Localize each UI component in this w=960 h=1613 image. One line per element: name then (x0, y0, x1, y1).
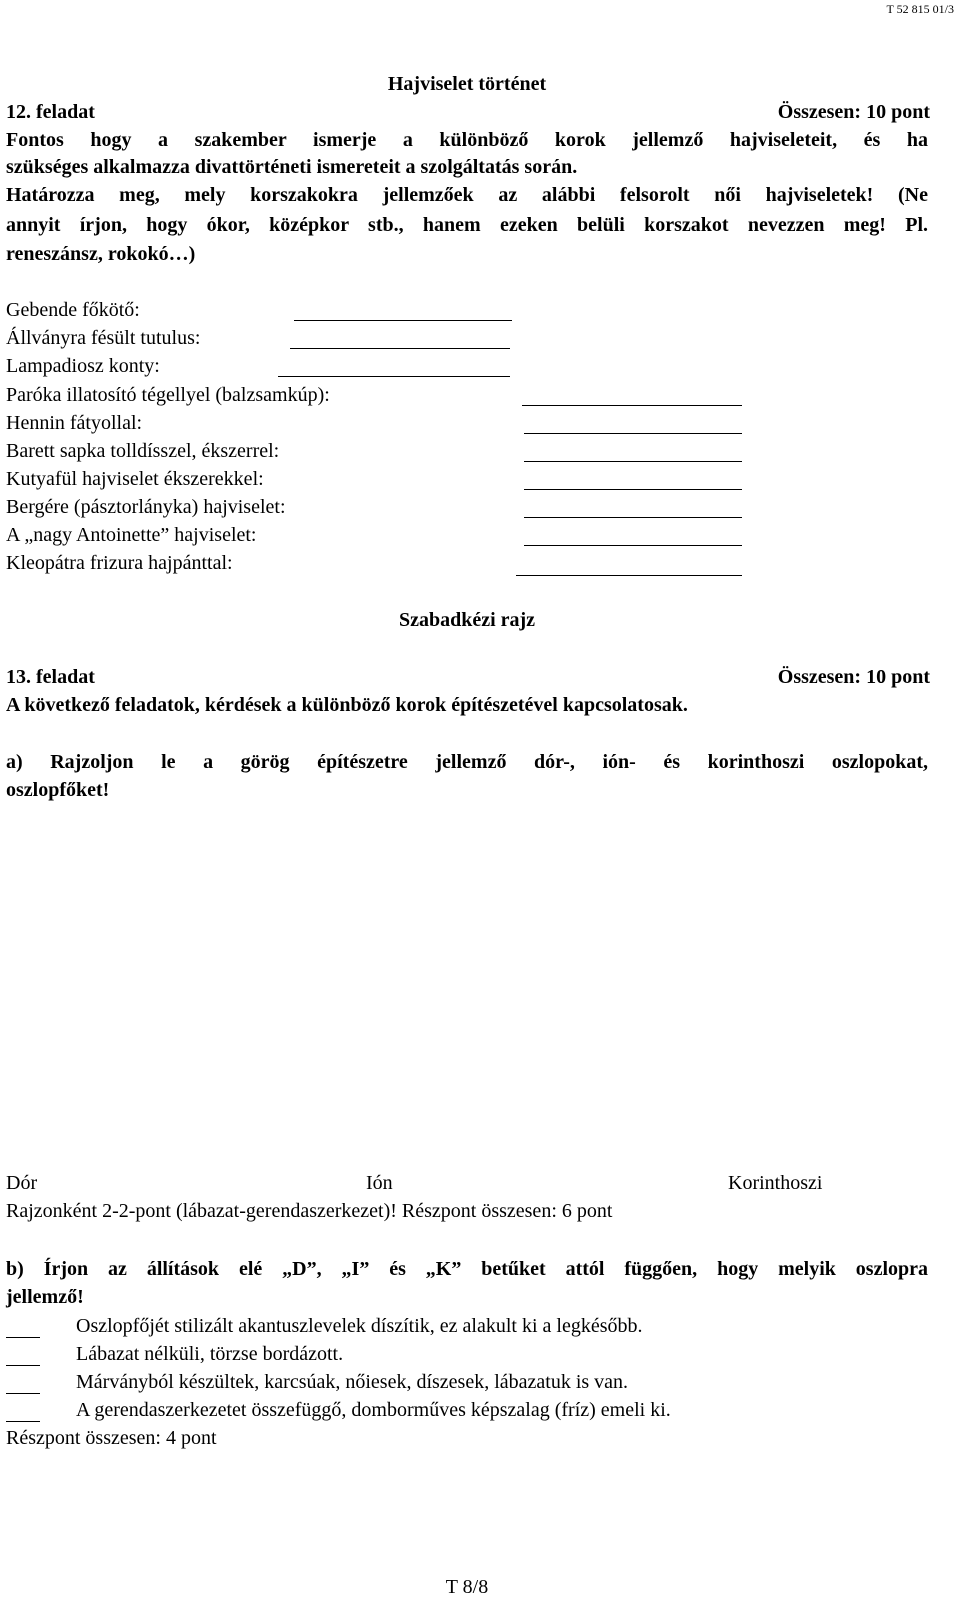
statement-1: Oszlopfőjét stilizált akantuszlevelek díszítik, ez alakult ki a legkésőbb. (76, 1315, 643, 1337)
intro-line-4: annyit írjon, hogy ókor, középkor stb., hanem ezeken belüli korszakot nevezzen meg! Pl. (6, 214, 928, 236)
hairstyle-item-1: Gebende főkötő: (6, 299, 140, 321)
task-12-label: 12. feladat (6, 101, 95, 123)
drawing-area[interactable] (6, 810, 926, 1160)
task-13-label: 13. feladat (6, 666, 95, 688)
answer-line-4[interactable] (522, 405, 742, 406)
answer-line-8[interactable] (524, 517, 742, 518)
answer-line-6[interactable] (524, 461, 742, 462)
task-13b-line-2: jellemző! (6, 1286, 84, 1308)
intro-line-5: reneszánsz, rokokó…) (6, 243, 196, 265)
task-12-points: Összesen: 10 pont (777, 101, 930, 123)
answer-line-1[interactable] (294, 320, 512, 321)
answer-line-5[interactable] (524, 433, 742, 434)
task-13a-line-1: a) Rajzoljon le a görög építészetre jellemző dór-, ión- és korinthoszi oszlopokat, (6, 751, 928, 773)
section-title-hajviselet: Hajviselet történet (387, 73, 547, 95)
task-13-intro: A következő feladatok, kérdések a különböző korok építészetével kapcsolatosak. (6, 694, 688, 716)
page-number: T 8/8 (445, 1576, 489, 1598)
statement-3: Márványból készültek, karcsúak, nőiesek, díszesek, lábazatuk is van. (76, 1371, 629, 1393)
task-13b-score: Részpont összesen: 4 pont (6, 1427, 217, 1449)
hairstyle-item-8: Bergére (pásztorlányka) hajviselet: (6, 496, 286, 518)
intro-line-2: szükséges alkalmazza divattörténeti ismereteit a szolgáltatás során. (6, 156, 578, 178)
statement-answer-blank-3[interactable] (6, 1393, 40, 1394)
intro-line-3: Határozza meg, mely korszakokra jellemzőek az alábbi felsorolt női hajviseletek! (Ne (6, 184, 928, 206)
hairstyle-item-4: Paróka illatosító tégellyel (balzsamkúp): (6, 384, 330, 406)
statement-2: Lábazat nélküli, törzse bordázott. (76, 1343, 344, 1365)
intro-line-1: Fontos hogy a szakember ismerje a különböző korok jellemző hajviseleteit, és ha (6, 129, 928, 151)
section-title-szabadkezi-rajz: Szabadkézi rajz (398, 609, 536, 631)
statement-answer-blank-4[interactable] (6, 1421, 40, 1422)
answer-line-7[interactable] (524, 489, 742, 490)
hairstyle-item-5: Hennin fátyollal: (6, 412, 143, 434)
column-label-dor: Dór (6, 1172, 38, 1194)
column-label-ion: Ión (366, 1172, 393, 1194)
task-13b-line-1: b) Írjon az állítások elé „D”, „I” és „K” betűket attól függően, hogy melyik oszlopra (6, 1258, 928, 1280)
hairstyle-item-3: Lampadiosz konty: (6, 355, 160, 377)
hairstyle-item-7: Kutyafül hajviselet ékszerekkel: (6, 468, 264, 490)
answer-line-2[interactable] (290, 348, 510, 349)
task-13a-score: Rajzonként 2-2-pont (lábazat-gerendaszerkezet)! Részpont összesen: 6 pont (6, 1200, 613, 1222)
task-13a-line-2: oszlopfőket! (6, 779, 110, 801)
hairstyle-item-9: A „nagy Antoinette” hajviselet: (6, 524, 257, 546)
answer-line-9[interactable] (524, 545, 742, 546)
answer-line-3[interactable] (278, 376, 510, 377)
task-13-points: Összesen: 10 pont (777, 666, 930, 688)
statement-answer-blank-2[interactable] (6, 1365, 40, 1366)
column-label-korinthoszi: Korinthoszi (728, 1172, 823, 1194)
hairstyle-item-6: Barett sapka tolldísszel, ékszerrel: (6, 440, 280, 462)
document-code: T 52 815 01/3 (886, 2, 954, 16)
hairstyle-item-10: Kleopátra frizura hajpánttal: (6, 552, 233, 574)
hairstyle-item-2: Állványra fésült tutulus: (6, 327, 201, 349)
statement-4: A gerendaszerkezetet összefüggő, domborműves képszalag (fríz) emeli ki. (76, 1399, 671, 1421)
answer-line-10[interactable] (516, 575, 742, 576)
statement-answer-blank-1[interactable] (6, 1337, 40, 1338)
